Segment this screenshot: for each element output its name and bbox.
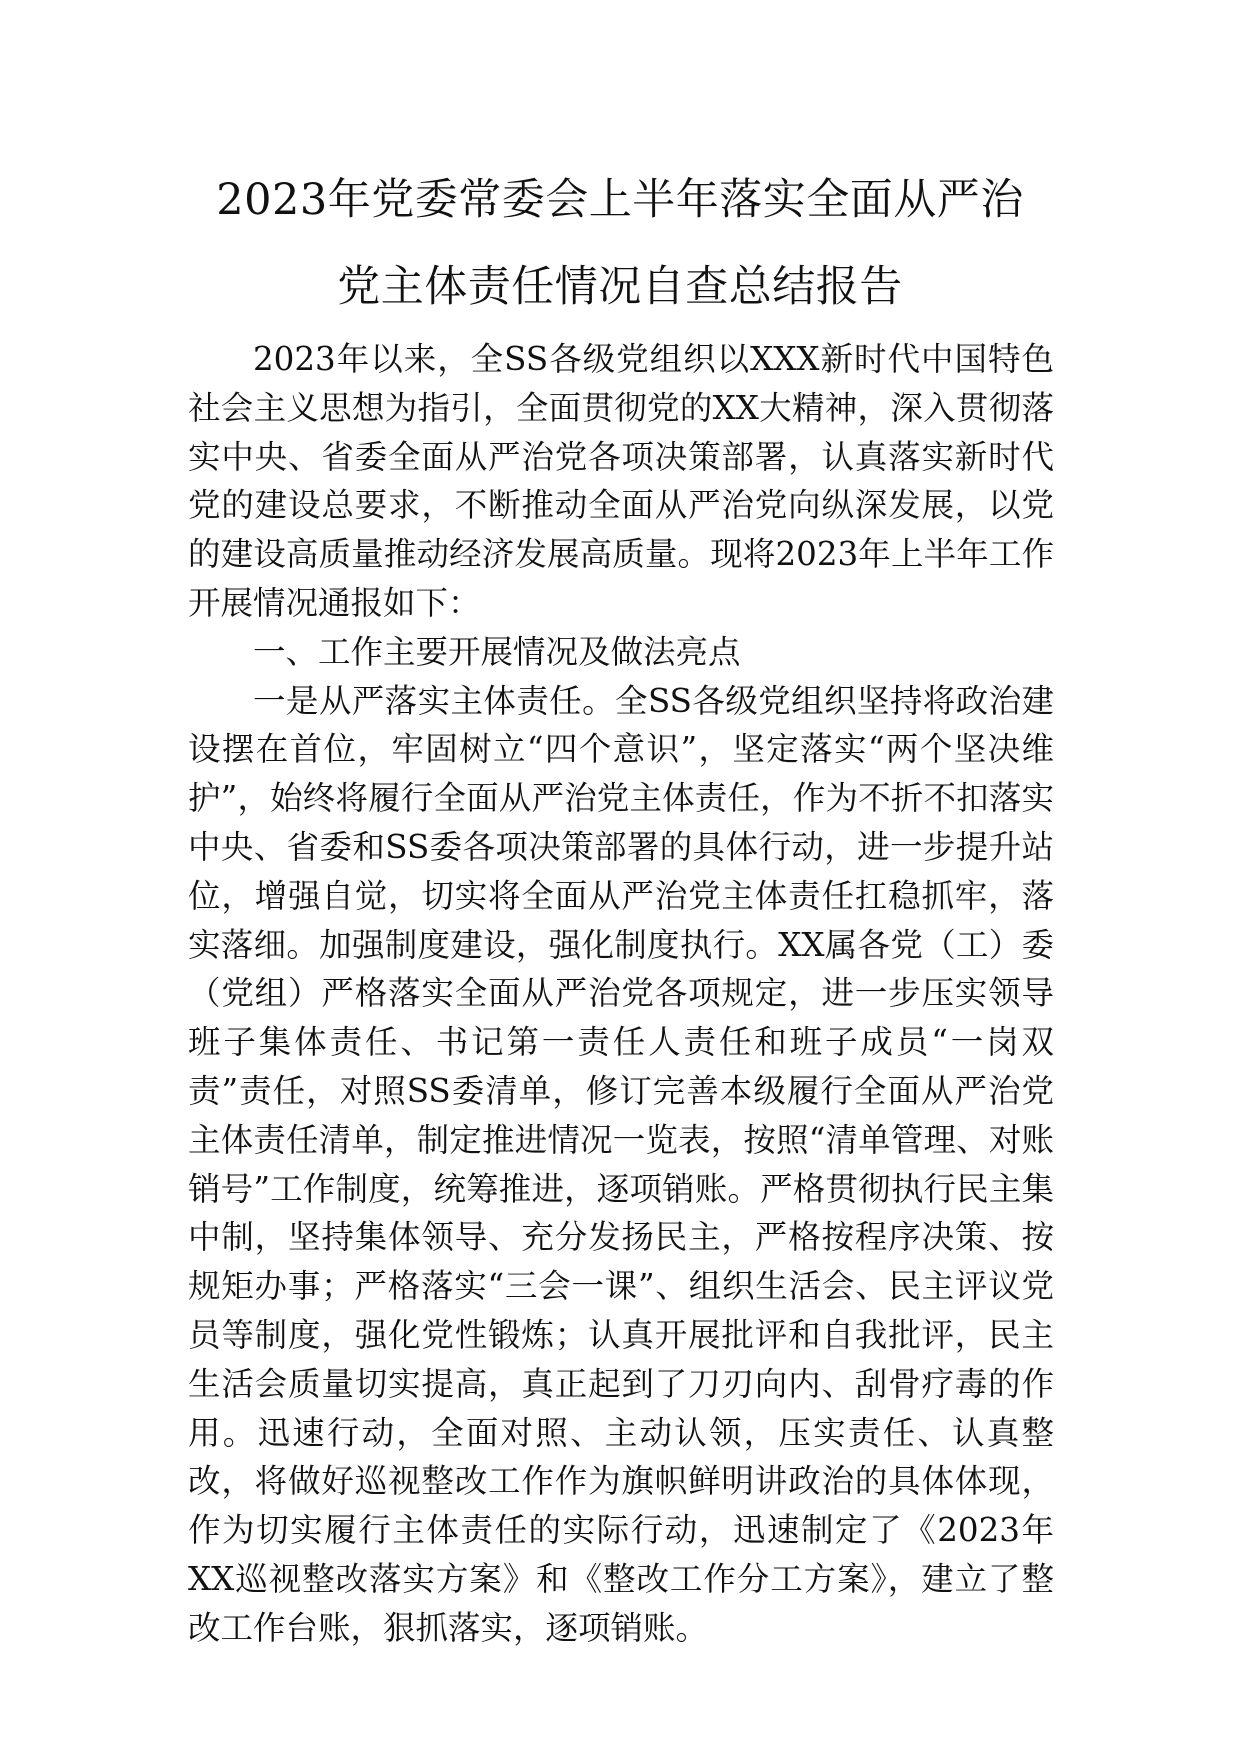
document-body <box>188 335 1054 1653</box>
paragraph-intro: 2023年以来，全SS各级党组织以XXX新时代中国特色社会主义思想为指引，全面贯彻党的XX大精神，深入贯彻落实中央、省委全面从严治党各项决策部署，认真落实新时代党的建设总要求，不断推动全面从严治党向纵深发展，以党的建设高质量推动经济发展高质量。现将2023年上半年工作开展情况通报如下： <box>188 340 1054 622</box>
section-heading: 一、工作主要开展情况及做法亮点 <box>253 632 741 671</box>
document-title-line-2: 党主体责任情况自查总结报告 <box>337 262 903 312</box>
paragraph-main-responsibility: 一是从严落实主体责任。全SS各级党组织坚持将政治建设摆在首位，牢固树立“四个意识”，坚定落实“两个坚决维护”，始终将履行全面从严治党主体责任，作为不折不扣落实中央、省委和SS委各项决策部署的具体行动，进一步提升站位，增强自觉，切实将全面从严治党主体责任扛稳抓牢，落实落细。加强制度建设，强化制度执行。XX属各党（工）委（党组）严格落实全面从严治党各项规定，进一步压实领导班子集体责任、书记第一责任人责任和班子成员“一岗双责”责任，对照SS委清单，修订完善本级履行全面从严治党主体责任清单，制定推进情况一览表，按照“清单管理、对账销号”工作制度，统筹推进，逐项销账。严格贯彻执行民主集中制，坚持集体领导、充分发扬民主，严格按程序决策、按规矩办事；严格落实“三会一课”、组织生活会、民主评议党员等制度，强化党性锻炼；认真开展批评和自我批评，民主生活会质量切实提高，真正起到了刀刃向内、刮骨疗毒的作用。迅速行动，全面对照、主动认领，压实责任、认真整改，将做好巡视整改工作作为旗帜鲜明讲政治的具体体现，作为切实履行主体责任的实际行动，迅速制定了《2023年XX巡视整改落实方案》和《整改工作分工方案》，建立了整改工作台账，狠抓落实，逐项销账。 <box>188 681 1054 1647</box>
document-title-line-1: 2023年党委常委会上半年落实全面从严治 <box>216 175 1024 225</box>
